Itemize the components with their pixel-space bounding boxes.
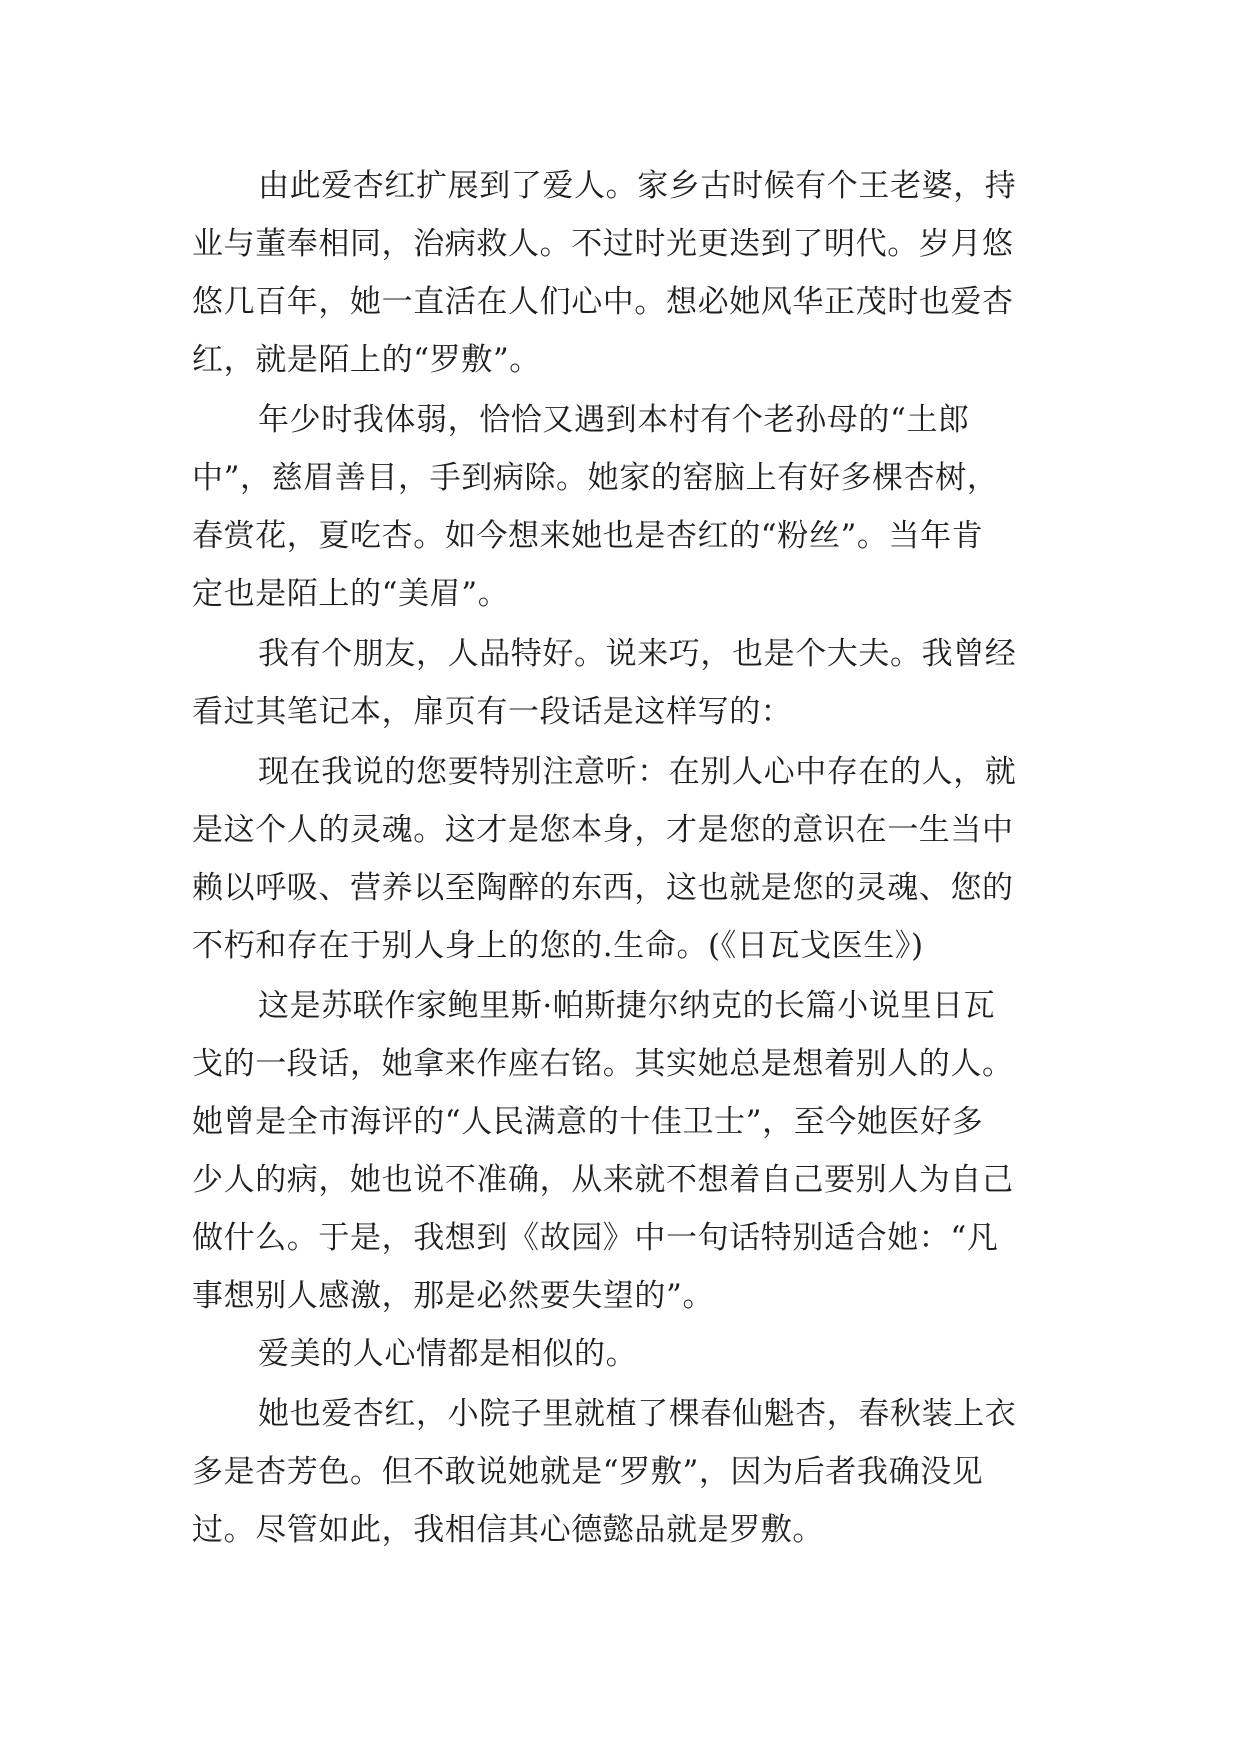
paragraph-2-line-4: 定也是陌上的“美眉”。 bbox=[192, 576, 510, 612]
paragraph-5-line-1: 这是苏联作家鲍里斯·帕斯捷尔纳克的长篇小说里日瓦 bbox=[258, 988, 996, 1024]
paragraph-7-line-3: 过。尽管如此，我相信其心德懿品就是罗敷。 bbox=[192, 1512, 824, 1548]
paragraph-7-line-1: 她也爱杏红，小院子里就植了棵春仙魁杏，春秋装上衣 bbox=[258, 1396, 1017, 1432]
paragraph-7-line-2: 多是杏芳色。但不敢说她就是“罗敷”，因为后者我确没见 bbox=[192, 1454, 984, 1490]
paragraph-5-line-5: 做什么。于是，我想到《故园》中一句话特别适合她：“凡 bbox=[192, 1220, 999, 1256]
paragraph-2-line-3: 春赏花，夏吃杏。如今想来她也是杏红的“粉丝”。当年肯 bbox=[192, 518, 984, 554]
paragraph-1-line-2: 业与董奉相同，治病救人。不过时光更迭到了明代。岁月悠 bbox=[192, 226, 1014, 262]
quote-line-4: 不朽和存在于别人身上的您的.生命。(《日瓦戈医生》) bbox=[192, 928, 924, 964]
paragraph-2-line-2: 中”，慈眉善目，手到病除。她家的窑脑上有好多棵杏树， bbox=[192, 460, 999, 496]
paragraph-5-line-2: 戈的一段话，她拿来作座右铭。其实她总是想着别人的人。 bbox=[192, 1046, 1014, 1082]
paragraph-1-line-3: 悠几百年，她一直活在人们心中。想必她风华正茂时也爱杏 bbox=[192, 284, 1014, 320]
paragraph-1-line-1: 由此爱杏红扩展到了爱人。家乡古时候有个王老婆，持 bbox=[258, 168, 1017, 204]
quote-line-1: 现在我说的您要特别注意听：在别人心中存在的人，就 bbox=[258, 754, 1017, 790]
paragraph-2-line-1: 年少时我体弱，恰恰又遇到本村有个老孙母的“土郎 bbox=[258, 402, 970, 438]
quote-line-3: 赖以呼吸、营养以至陶醉的东西，这也就是您的灵魂、您的 bbox=[192, 870, 1014, 906]
paragraph-5-line-3: 她曾是全市海评的“人民满意的十佳卫士”，至今她医好多 bbox=[192, 1104, 984, 1140]
paragraph-1-line-4: 红，就是陌上的“罗敷”。 bbox=[192, 342, 541, 378]
quote-line-2: 是这个人的灵魂。这才是您本身，才是您的意识在一生当中 bbox=[192, 812, 1014, 848]
paragraph-5-line-4: 少人的病，她也说不准确，从来就不想着自己要别人为自己 bbox=[192, 1162, 1014, 1198]
paragraph-3-line-1: 我有个朋友，人品特好。说来巧，也是个大夫。我曾经 bbox=[258, 636, 1017, 672]
paragraph-3-line-2: 看过其笔记本，扉页有一段话是这样写的： bbox=[192, 694, 793, 730]
paragraph-5-line-6: 事想别人感激，那是必然要失望的”。 bbox=[192, 1278, 715, 1314]
paragraph-6-line-1: 爱美的人心情都是相似的。 bbox=[258, 1336, 638, 1372]
